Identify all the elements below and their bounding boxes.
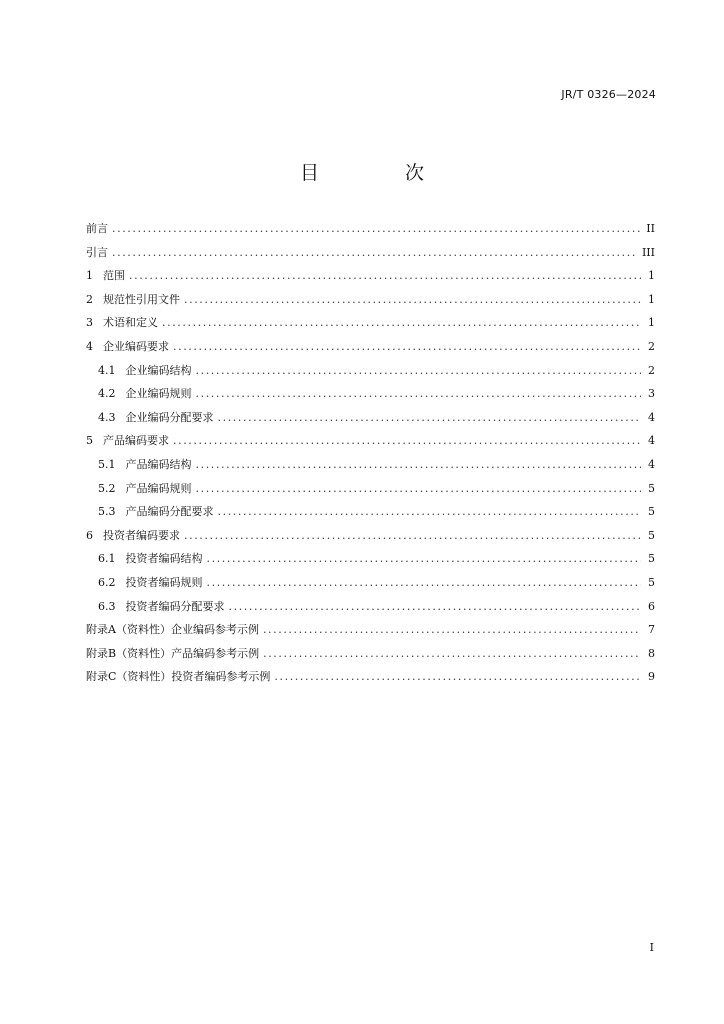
toc-entry-label: 引言	[86, 245, 108, 259]
toc-leader-dots	[129, 264, 641, 288]
toc-entry-number: 4	[86, 339, 93, 353]
toc-entry-page: II	[646, 222, 655, 235]
toc-entry-number: 5.2	[98, 481, 116, 495]
toc-entry-label: 范围	[103, 269, 125, 283]
toc-entry-6-1[interactable]	[86, 547, 655, 571]
toc-entry-number: 6.1	[98, 552, 116, 566]
toc-entry-page: 3	[648, 387, 655, 401]
toc-entry-appendix-b[interactable]	[86, 642, 655, 666]
toc-entry-appendix-a[interactable]	[86, 618, 655, 642]
toc-entry-number: 4.2	[98, 387, 116, 401]
toc-title: 目 次	[299, 162, 465, 184]
toc-entry-label: 投资者编码分配要求	[125, 599, 225, 613]
toc-entry-4-3[interactable]	[86, 406, 655, 430]
toc-leader-dots	[184, 288, 641, 312]
table-of-contents	[86, 217, 655, 689]
toc-entry-foreword[interactable]	[86, 217, 655, 241]
toc-entry-page: 5	[648, 575, 655, 589]
toc-entry-introduction[interactable]	[86, 241, 655, 265]
toc-entry-5[interactable]	[86, 429, 655, 453]
toc-entry-label: 产品编码规则	[125, 481, 192, 495]
toc-entry-4-2[interactable]	[86, 382, 655, 406]
toc-entry-page: 5	[648, 505, 655, 519]
toc-entry-number: 6	[86, 528, 93, 542]
toc-entry-page: 1	[648, 316, 655, 330]
toc-entry-4-1[interactable]	[86, 359, 655, 383]
toc-entry-number: 5.3	[98, 505, 116, 519]
toc-entry-label: 规范性引用文件	[103, 292, 180, 306]
toc-entry-page: 6	[648, 599, 655, 613]
toc-entry-label: 投资者编码结构	[125, 552, 203, 566]
toc-entry-label: 前言	[86, 222, 108, 235]
toc-entry-number: 6.3	[98, 599, 116, 613]
toc-entry-page: 4	[648, 410, 655, 424]
toc-entry-label: 企业编码要求	[103, 339, 169, 353]
toc-leader-dots	[196, 382, 642, 406]
toc-leader-dots	[196, 453, 642, 477]
page-number: I	[649, 941, 654, 954]
toc-entry-number: 4.3	[98, 410, 116, 424]
toc-leader-dots	[196, 359, 642, 383]
toc-entry-5-3[interactable]	[86, 500, 655, 524]
toc-entry-4[interactable]	[86, 335, 655, 359]
toc-leader-dots	[218, 406, 642, 430]
toc-entry-page: 4	[648, 434, 655, 448]
toc-entry-number: 5	[86, 434, 93, 448]
toc-leader-dots	[162, 311, 641, 335]
toc-entry-label: 产品编码结构	[125, 457, 192, 471]
toc-entry-page: 1	[648, 292, 655, 306]
toc-leader-dots	[112, 217, 641, 241]
toc-entry-label: 产品编码要求	[103, 434, 169, 448]
toc-entry-label: 附录A（资料性）企业编码参考示例	[86, 623, 259, 637]
toc-entry-number: 6.2	[98, 575, 116, 589]
toc-entry-page: 1	[648, 269, 655, 283]
toc-entry-2[interactable]	[86, 288, 655, 312]
toc-entry-5-2[interactable]	[86, 477, 655, 501]
toc-leader-dots	[274, 665, 641, 689]
toc-entry-number: 2	[86, 292, 93, 306]
toc-entry-page: 5	[648, 528, 655, 542]
toc-entry-number: 4.1	[98, 363, 116, 377]
toc-leader-dots	[173, 429, 641, 453]
toc-entry-page: 7	[648, 623, 655, 637]
toc-entry-page: III	[641, 245, 655, 259]
toc-entry-page: 5	[648, 481, 655, 495]
toc-leader-dots	[263, 642, 641, 666]
toc-entry-label: 企业编码结构	[125, 363, 192, 377]
toc-entry-number: 1	[86, 269, 93, 283]
toc-leader-dots	[218, 500, 642, 524]
toc-entry-number: 5.1	[98, 457, 116, 471]
toc-entry-5-1[interactable]	[86, 453, 655, 477]
toc-entry-6[interactable]	[86, 524, 655, 548]
toc-leader-dots	[173, 335, 641, 359]
toc-entry-appendix-c[interactable]	[86, 665, 655, 689]
toc-entry-page: 4	[648, 457, 655, 471]
toc-leader-dots	[263, 618, 641, 642]
toc-entry-page: 5	[648, 552, 655, 566]
standard-code: JR/T 0326—2024	[561, 88, 656, 101]
toc-entry-page: 9	[648, 670, 655, 684]
toc-leader-dots	[184, 524, 641, 548]
toc-entry-label: 投资者编码规则	[125, 575, 203, 589]
toc-entry-6-2[interactable]	[86, 571, 655, 595]
toc-entry-label: 附录C（资料性）投资者编码参考示例	[86, 670, 271, 684]
toc-entry-label: 术语和定义	[103, 316, 158, 330]
toc-leader-dots	[112, 241, 638, 265]
toc-entry-label: 企业编码分配要求	[125, 410, 214, 424]
toc-entry-label: 产品编码分配要求	[125, 505, 214, 519]
toc-entry-number: 3	[86, 316, 93, 330]
toc-entry-3[interactable]	[86, 311, 655, 335]
toc-leader-dots	[229, 595, 642, 619]
toc-entry-label: 企业编码规则	[125, 387, 192, 401]
toc-entry-label: 投资者编码要求	[103, 528, 180, 542]
toc-leader-dots	[207, 547, 642, 571]
toc-leader-dots	[196, 477, 642, 501]
toc-entry-6-3[interactable]	[86, 595, 655, 619]
toc-entry-page: 2	[648, 339, 655, 353]
toc-entry-page: 8	[648, 646, 655, 660]
toc-leader-dots	[207, 571, 642, 595]
toc-entry-label: 附录B（资料性）产品编码参考示例	[86, 646, 260, 660]
toc-entry-page: 2	[648, 363, 655, 377]
toc-entry-1[interactable]	[86, 264, 655, 288]
